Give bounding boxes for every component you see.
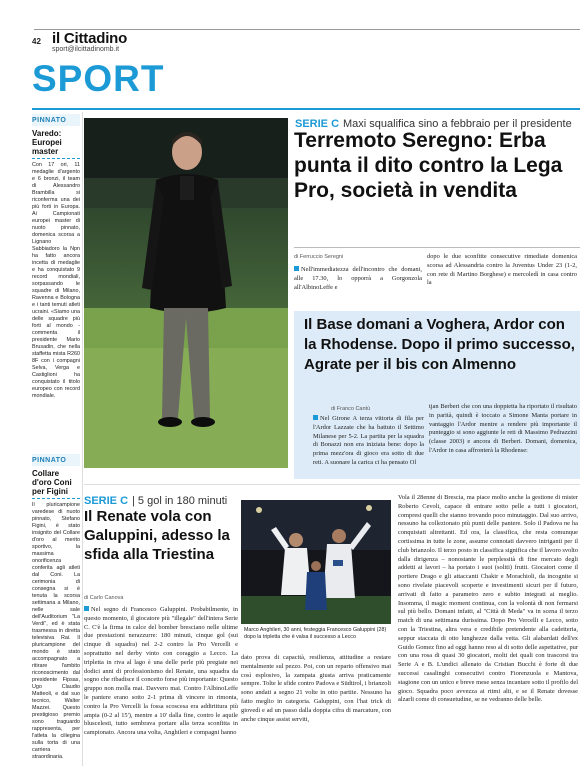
section-divider bbox=[84, 484, 580, 485]
article3-text-1: Nel segno di Francesco Galuppini. Probabilmente, in questo momento, il giocatore più "illegale" dell'intera Serie C. C'è la firma in calce del bomber bresciano nelle ultime due prestazioni nerazzurre: 180 minuti, cinque gol (sui cinque di squadra) nel 2-2 contro la Pro Vercelli e soprattutto nel derby vinto con coraggio a Lecco. La tripletta in riva al lago è una delle perle più pregiate nei dodici anni di professionismo del Renate, una squadra da sogno che ribadisce il concetto forse più importante: Questo gruppo non molla mai. Davvero mai. Contro l'AlbinoLeffe le pantere erano sotto 2-1 prima di vincere in rimonta, contro la Pro Vercelli la fossa scoscesa era addirittura più ampia (0-2 al 15'), mentre a 10' dalla fine, contro le aquile bluscelesti, tutto sembrava portare alla terza sconfitta in campionato. Ancora una volta, Anghileri e compagni hanno bbox=[84, 606, 238, 737]
article2-headline: Il Base domani a Voghera, Ardor con la Rhodense. Dopo il primo successo, Agrate per il bis con Almenno bbox=[304, 316, 575, 373]
brief-category: PINNATO bbox=[32, 454, 80, 466]
coach-photo bbox=[84, 118, 288, 468]
bullet-square-icon bbox=[294, 266, 299, 271]
article1-byline: di Ferruccio Seregni bbox=[294, 254, 344, 260]
article3-headline: Il Renate vola con Galuppini, adesso la sfida alla Triestina bbox=[84, 508, 230, 563]
section-rule bbox=[32, 108, 580, 110]
celebration-photo bbox=[241, 500, 391, 624]
article3-kicker-text: | 5 gol in 180 minuti bbox=[132, 495, 228, 507]
brief bbox=[32, 454, 80, 761]
article1-kicker-text: Maxi squalifica sino a febbraio per il presidente bbox=[343, 118, 572, 130]
page-number: 42 bbox=[32, 37, 41, 46]
column-divider bbox=[82, 112, 83, 766]
brief-text: Il pluricampione varedese di nuoto pinnato, Stefano Figini, è stato insignito del Collare d'oro al merito sportivo, la massima onorificenza conferita agli atleti dal Coni. La cerimonia di consegna si è tenuta la scorsa settimana a Milano, nelle sale dell'Auditorium "La Verdi", ed è stata trasmessa in diretta televisiva Rai. Il pluricampione del mondo è stato accompagnato a ritirare l'ambito riconoscimento dal presidente Fipsas, Ugo Claudio Matteoli, e dal suo tecnico, Walter Mazzei. Questo prestigioso premio sono traguardo rappresenta, per l'atleta la ciliegina sulla torta di una carriera straordinaria. bbox=[32, 502, 80, 760]
brief-text: Con 17 ori, 11 medaglie d'argento e 6 bronzi, il team di Alessandro Brambilla si riconferma una dei più forti in Europa. Ai Campionati europei master di nuoto pinnato, domenica scorsa a Lignano Sabbiadoro la Npn ha fatto ancora incetta di medaglie e ha conquistato 9 record mondiali, sorpassando le squadre di Milano, Ravenna e Bologna e i tanti temuti atleti ucraini. «Siamo una delle squadre più forti al mondo - commenta il presidente Mario Brusadin, che nella staffetta mista R260 8F con i compagni Selva, Verga e Castiglioni ha conquistato il titolo europeo con record mondiale. bbox=[32, 162, 80, 399]
article3-kicker-tag: SERIE C bbox=[84, 495, 129, 507]
brief-category: PINNATO bbox=[32, 114, 80, 126]
brief-title: Varedo: Europei master bbox=[32, 129, 80, 159]
article3-column-2: dato prova di capacità, resilienza, attitudine a restare mentalmente sul pezzo. Poi, con un reparto offensivo mai così esplosivo, la zampata giusta arriva praticamente sempre. Tolte le sfide contro Padova e Südtirol, i brianzoli sono andati a segno 21 volte in otto partite. Nessuno ha fatto meglio in categoria. Galuppini, con l'hat trick di giovedì e ad un passo dalla doppia cifra di marcature, con anche cinque assist serviti, bbox=[241, 654, 391, 723]
sidebar-briefs bbox=[32, 112, 80, 766]
article2-text-1: Nel Girone A terza vittoria di fila per l'Ardor Lazzate che ha battuto il Settimo Milanese per 5-2. La partita per la squadra di Bonazzi non era iniziata bene: dopo la prima mezz'ora di gioco era sotto di due reti. A suonare la carica ci ha pensato Ol bbox=[313, 415, 424, 466]
article1-rule bbox=[294, 247, 580, 248]
bullet-square-icon bbox=[84, 606, 89, 611]
photo-caption: Marco Anghileri, 30 anni, festeggia Francesco Galuppini (28) dopo la tripletta che è valsa il successo a Lecco bbox=[244, 627, 387, 640]
celebration-photo-svg bbox=[241, 500, 391, 624]
newspaper-email: sport@ilcittadinomb.it bbox=[52, 46, 120, 53]
coach-photo-svg bbox=[84, 118, 288, 468]
article1-headline: Terremoto Seregno: Erba punta il dito contro la Lega Pro, società in vendita bbox=[294, 129, 563, 202]
page-header bbox=[0, 0, 580, 56]
brief-title: Collare d'oro Coni per Figini bbox=[32, 469, 80, 499]
brief bbox=[32, 114, 80, 448]
article3-column-1 bbox=[84, 606, 238, 766]
article1-text-1: Nell'immediatezza dell'incontro che domani, alle 17.30, lo opporrà a Gorgonzola all'AlbinoLeffe e bbox=[294, 266, 422, 291]
article3-column-3: Vola il 28enne di Brescia, ma piace molto anche la gestione di mister Roberto Cevoli, capace di entrare sotto pelle a tutti i giocatori, compresi quelli che stanno trovando poco minutaggio. Dal suo arrivo, nessuno ha collezionato più punti delle pantere. Solo il Padova ne ha conquistati altrettanti. Ed ora, la classifica, che resta comunque cortissima in tutte le zone, assume connotati davvero intriganti per il club brianzolo. Il terzo posto in classifica significa che il lavoro svolto dalla dirigenza – nonostante le perplessità di fine mercato degli addetti ai lavori – ha portato i suoi (soliti) frutti. Giocatori come il portiere Drago e gli attaccanti Chakir e Morachioli, da incognite si sono rivelate piacevoli scoperte e investimenti sicuri per il futuro, arrivati di fatto a parametro zero e subito integrati ai meglio. Insomma, il magic moment continua, con la volontà di non fermarsi sul più bello. Domani infatti, al "Città di Meda" va in scena il terzo match di una settimana durissima. Dopo Pro Vercelli e Lecco, sotto con la Triestina, altra vera e credibile pretendente alla cadetteria, seppur staccata di otto lunghezze dalla vetta. Gli alabardati dell'ex Guido Gomez fino ad oggi hanno reso al di sotto delle aspettative, pur con una rosa di quasi 30 giocatori, molti dei quali con trascorsi tra Serie A e B. L'undici allenato da Cristian Bucchi è forte di due successi casalinghi consecutivi contro Fiorenzuola e Mantova, stagione con un unico e breve mese senza incantare sotto il profilo del gioco. Squadra poco avvezza ai ritmi alti, e se il Renate dovesse alzarli come di consuetudine, se ne vedranno delle belle. bbox=[398, 494, 578, 704]
article1-kicker-tag: SERIE C bbox=[295, 118, 340, 130]
article3-byline: di Carlo Canova bbox=[84, 595, 124, 601]
article1-column-1 bbox=[294, 266, 422, 308]
bullet-square-icon bbox=[313, 415, 318, 420]
article2-column-2: tjan Berberi che con una doppietta ha riportato il risultato in parità, quindi è toccato a Simone Manta portare in vantaggio l'Ardor mentre a rendere più importante il punteggio si sono aggiunte le reti di Massimo Pedrazzini (classe 2003) e ancora di Berberi. Domani, domenica, l'Ardor in casa affronterà la Rhodense: bbox=[429, 403, 577, 454]
article2-byline: di Franco Cantù bbox=[331, 406, 371, 412]
article1-column-2: dopo le due sconfitte consecutive rimediate domenica scorsa ad Alessandria contro la Juventus Under 23 (1-2, con rete di Martino Borghese) e mercoledì in casa contro la bbox=[427, 253, 577, 287]
newspaper-logo: il Cittadino bbox=[52, 30, 128, 47]
article2-column-1 bbox=[313, 415, 424, 477]
section-title: SPORT bbox=[32, 58, 165, 99]
